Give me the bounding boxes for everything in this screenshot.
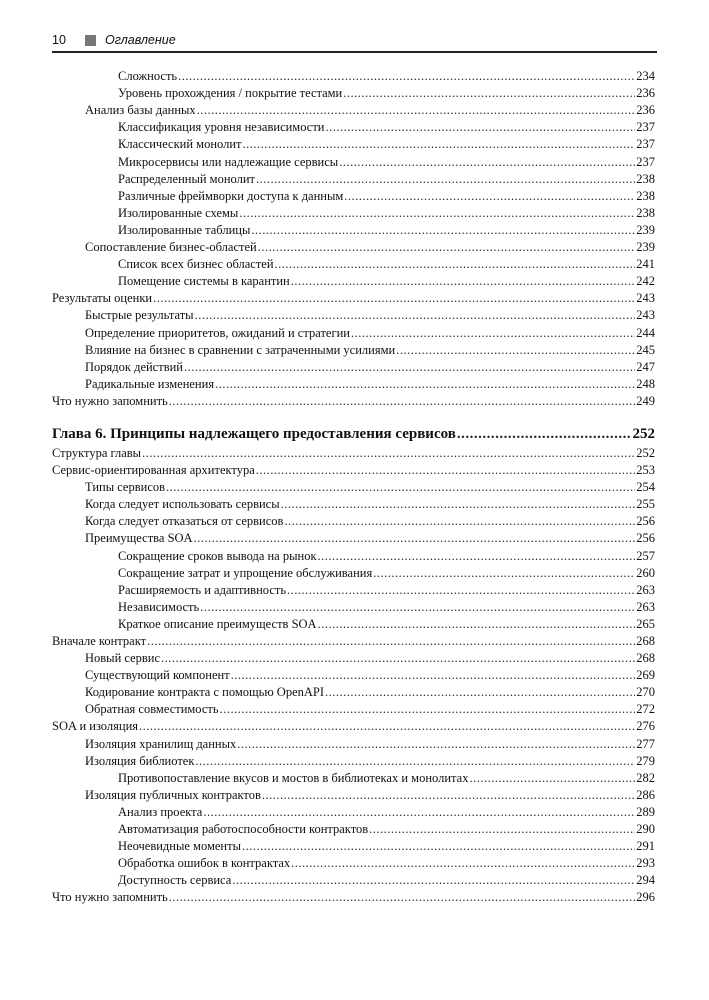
toc-entry-page: 237 bbox=[636, 120, 655, 135]
dot-leader bbox=[256, 463, 635, 478]
toc-entry-title: Противопоставление вкусов и мостов в библиотеках и монолитах bbox=[118, 770, 469, 785]
dot-leader bbox=[343, 86, 635, 101]
toc-entry-page: 237 bbox=[636, 137, 655, 152]
dot-leader bbox=[318, 549, 636, 564]
dot-leader bbox=[325, 685, 635, 700]
toc-entry-title: Сервис-ориентированная архитектура bbox=[52, 463, 255, 478]
dot-leader bbox=[237, 737, 635, 752]
toc-entry-title: Изоляция библиотек bbox=[85, 753, 195, 768]
toc-entry-page: 245 bbox=[636, 342, 655, 357]
toc-entry bbox=[52, 255, 655, 272]
toc-entry-page: 293 bbox=[636, 856, 655, 871]
toc-entry-title: Сокращение сроков вывода на рынок bbox=[118, 548, 317, 563]
dot-leader bbox=[291, 274, 636, 289]
toc-entry-page: 289 bbox=[636, 804, 655, 819]
toc-entry-page: 248 bbox=[636, 376, 655, 391]
toc-entry bbox=[52, 854, 655, 871]
dot-leader bbox=[369, 822, 635, 837]
toc-entry-page: 282 bbox=[636, 770, 655, 785]
toc-entry-title: SOA и изоляция bbox=[52, 719, 139, 734]
toc-entry-title: Краткое описание преимуществ SOA bbox=[118, 616, 317, 631]
toc-entry-page: 238 bbox=[636, 171, 655, 186]
toc-entry bbox=[52, 752, 655, 769]
dot-leader bbox=[275, 257, 636, 272]
toc-entry bbox=[52, 529, 655, 546]
dot-leader bbox=[178, 69, 635, 84]
toc-entry-page: 247 bbox=[636, 359, 655, 374]
toc-entry bbox=[52, 152, 655, 169]
toc-entry-page: 296 bbox=[636, 890, 655, 905]
toc-entry-page: 291 bbox=[636, 839, 655, 854]
toc-entry bbox=[52, 803, 655, 820]
toc-entry-page: 237 bbox=[636, 154, 655, 169]
toc-entry-title: Порядок действий bbox=[85, 359, 183, 374]
toc-entry-title: Классификация уровня независимости bbox=[118, 120, 325, 135]
toc-entry bbox=[52, 221, 655, 238]
dot-leader bbox=[325, 120, 635, 135]
toc-entry bbox=[52, 118, 655, 135]
dot-leader bbox=[344, 189, 635, 204]
toc-entry bbox=[52, 170, 655, 187]
toc-entry-title: Новый сервис bbox=[85, 651, 161, 666]
dot-leader bbox=[142, 446, 635, 461]
table-of-contents bbox=[52, 67, 655, 905]
toc-entry-title: Список всех бизнес областей bbox=[118, 257, 274, 272]
toc-entry-title: Обработка ошибок в контрактах bbox=[118, 856, 291, 871]
toc-entry-title: Анализ базы данных bbox=[85, 103, 196, 118]
toc-entry bbox=[52, 67, 655, 84]
dot-leader bbox=[258, 240, 636, 255]
dot-leader bbox=[195, 308, 636, 323]
toc-entry-title: Классический монолит bbox=[118, 137, 242, 152]
page-header bbox=[52, 31, 657, 53]
toc-entry-page: 279 bbox=[636, 753, 655, 768]
dot-leader bbox=[339, 155, 635, 170]
toc-entry-page: 244 bbox=[636, 325, 655, 340]
dot-leader bbox=[195, 754, 635, 769]
toc-entry-title: Радикальные изменения bbox=[85, 376, 215, 391]
toc-entry-page: 255 bbox=[636, 497, 655, 512]
dot-leader bbox=[291, 856, 635, 871]
toc-entry-title: Анализ проекта bbox=[118, 804, 203, 819]
dot-leader bbox=[251, 223, 635, 238]
toc-entry bbox=[52, 187, 655, 204]
toc-entry bbox=[52, 495, 655, 512]
dot-leader bbox=[203, 805, 635, 820]
toc-entry-title: Изолированные схемы bbox=[118, 205, 239, 220]
toc-entry-page: 268 bbox=[636, 651, 655, 666]
dot-leader bbox=[161, 651, 635, 666]
toc-entry bbox=[52, 632, 655, 649]
toc-entry-title: Результаты оценки bbox=[52, 291, 153, 306]
toc-entry bbox=[52, 478, 655, 495]
toc-entry-page: 265 bbox=[636, 616, 655, 631]
toc-entry-title: Преимущества SOA bbox=[85, 531, 193, 546]
toc-entry-title: Влияние на бизнес в сравнении с затраченными усилиями bbox=[85, 342, 396, 357]
toc-entry bbox=[52, 700, 655, 717]
toc-entry bbox=[52, 444, 655, 461]
toc-entry bbox=[52, 289, 655, 306]
toc-entry-page: 294 bbox=[636, 873, 655, 888]
toc-entry bbox=[52, 84, 655, 101]
toc-entry-title: Кодирование контракта с помощью OpenAPI bbox=[85, 685, 325, 700]
toc-entry bbox=[52, 734, 655, 751]
dot-leader bbox=[153, 291, 635, 306]
toc-entry-page: 260 bbox=[636, 565, 655, 580]
running-title: Оглавление bbox=[105, 33, 176, 47]
toc-entry bbox=[52, 786, 655, 803]
dot-leader bbox=[215, 377, 635, 392]
dot-leader bbox=[351, 326, 635, 341]
toc-entry bbox=[52, 820, 655, 837]
dot-leader bbox=[147, 634, 635, 649]
toc-entry bbox=[52, 306, 655, 323]
toc-entry bbox=[52, 461, 655, 478]
toc-entry-page: 268 bbox=[636, 634, 655, 648]
toc-entry-title: Микросервисы или надлежащие сервисы bbox=[118, 154, 339, 169]
toc-entry-title: Различные фреймворки доступа к данным bbox=[118, 188, 344, 203]
toc-entry-page: 286 bbox=[636, 787, 655, 802]
toc-entry-page: 249 bbox=[636, 393, 655, 408]
toc-entry-title: Независимость bbox=[118, 599, 200, 614]
dot-leader bbox=[239, 206, 635, 221]
toc-entry bbox=[52, 871, 655, 888]
toc-entry bbox=[52, 341, 655, 358]
toc-entry-page: 241 bbox=[636, 257, 655, 272]
toc-entry bbox=[52, 546, 655, 563]
dot-leader bbox=[220, 702, 636, 717]
toc-entry-page: 277 bbox=[636, 736, 655, 751]
toc-entry-page: 253 bbox=[636, 463, 655, 478]
toc-entry-title: Изоляция хранилищ данных bbox=[85, 736, 237, 751]
toc-entry bbox=[52, 666, 655, 683]
dot-leader bbox=[318, 617, 636, 632]
toc-entry bbox=[52, 837, 655, 854]
toc-entry-page: 270 bbox=[636, 685, 655, 700]
dot-leader bbox=[232, 873, 635, 888]
toc-entry bbox=[52, 323, 655, 340]
dot-leader bbox=[284, 514, 635, 529]
dot-leader bbox=[194, 531, 636, 546]
toc-entry bbox=[52, 238, 655, 255]
toc-entry-page: 256 bbox=[636, 531, 655, 546]
toc-entry-title: Когда следует использовать сервисы bbox=[85, 497, 280, 512]
toc-entry-page: 236 bbox=[636, 103, 655, 118]
dot-leader bbox=[169, 890, 636, 905]
toc-entry bbox=[52, 717, 655, 734]
dot-leader bbox=[231, 668, 636, 683]
toc-entry bbox=[52, 769, 655, 786]
toc-chapter-entry bbox=[52, 421, 655, 443]
toc-entry bbox=[52, 272, 655, 289]
toc-entry bbox=[52, 135, 655, 152]
toc-entry-page: 276 bbox=[636, 719, 655, 734]
toc-entry bbox=[52, 598, 655, 615]
dot-leader bbox=[197, 103, 636, 118]
toc-entry-page: 252 bbox=[636, 445, 655, 460]
toc-entry-title: Структура главы bbox=[52, 445, 142, 460]
toc-entry-title: Обратная совместимость bbox=[85, 702, 219, 717]
dot-leader bbox=[166, 480, 635, 495]
toc-entry-title: Сокращение затрат и упрощение обслуживания bbox=[118, 565, 373, 580]
toc-entry-title: Сопоставление бизнес-областей bbox=[85, 240, 257, 255]
toc-entry-page: 243 bbox=[636, 291, 655, 306]
toc-entry-title: Определение приоритетов, ожиданий и стратегии bbox=[85, 325, 350, 340]
toc-entry-page: 254 bbox=[636, 480, 655, 495]
toc-entry bbox=[52, 204, 655, 221]
header-square-icon bbox=[85, 35, 96, 46]
toc-entry bbox=[52, 615, 655, 632]
toc-entry-title: Автоматизация работоспособности контрактов bbox=[118, 822, 369, 837]
toc-entry-page: 263 bbox=[636, 582, 655, 597]
toc-entry-page: 256 bbox=[636, 514, 655, 529]
dot-leader bbox=[243, 137, 636, 152]
toc-entry-title: Расширяемость и адаптивность bbox=[118, 582, 287, 597]
toc-entry-page: 234 bbox=[636, 69, 655, 84]
dot-leader bbox=[262, 788, 635, 803]
dot-leader bbox=[184, 360, 635, 375]
toc-entry-title: Доступность сервиса bbox=[118, 873, 232, 888]
toc-entry-page: 272 bbox=[636, 702, 655, 717]
dot-leader bbox=[457, 425, 632, 443]
toc-entry-title: Глава 6. Принципы надлежащего предоставления сервисов bbox=[52, 425, 456, 442]
page-number: 10 bbox=[52, 33, 66, 47]
toc-entry-page: 242 bbox=[636, 274, 655, 289]
toc-entry-title: Изоляция публичных контрактов bbox=[85, 787, 261, 802]
toc-entry bbox=[52, 392, 655, 409]
toc-entry bbox=[52, 888, 655, 905]
toc-entry-title: Когда следует отказаться от сервисов bbox=[85, 514, 284, 529]
toc-entry-page: 269 bbox=[636, 668, 655, 683]
dot-leader bbox=[200, 600, 635, 615]
toc-entry bbox=[52, 683, 655, 700]
toc-entry bbox=[52, 581, 655, 598]
toc-entry bbox=[52, 512, 655, 529]
dot-leader bbox=[373, 566, 635, 581]
toc-entry-page: 239 bbox=[636, 240, 655, 255]
dot-leader bbox=[242, 839, 635, 854]
toc-entry-title: Распределенный монолит bbox=[118, 171, 255, 186]
toc-entry bbox=[52, 101, 655, 118]
toc-entry bbox=[52, 564, 655, 581]
toc-entry-title: Изолированные таблицы bbox=[118, 222, 251, 237]
dot-leader bbox=[469, 771, 635, 786]
toc-entry-page: 239 bbox=[636, 222, 655, 237]
dot-leader bbox=[281, 497, 636, 512]
toc-entry-page: 236 bbox=[636, 86, 655, 101]
toc-entry-title: Типы сервисов bbox=[85, 480, 166, 495]
toc-entry-title: Вначале контракт bbox=[52, 634, 147, 648]
toc-entry bbox=[52, 649, 655, 666]
toc-entry-title: Существующий компонент bbox=[85, 668, 230, 683]
dot-leader bbox=[287, 583, 635, 598]
toc-entry-title: Помещение системы в карантин bbox=[118, 274, 290, 289]
toc-entry-page: 238 bbox=[636, 188, 655, 203]
toc-entry-title: Уровень прохождения / покрытие тестами bbox=[118, 86, 343, 101]
toc-entry-title: Что нужно запомнить bbox=[52, 393, 168, 408]
toc-entry-page: 263 bbox=[636, 599, 655, 614]
toc-entry-title: Неочевидные моменты bbox=[118, 839, 241, 854]
toc-entry bbox=[52, 375, 655, 392]
toc-entry-title: Сложность bbox=[118, 69, 178, 84]
toc-entry-title: Быстрые результаты bbox=[85, 308, 194, 323]
dot-leader bbox=[396, 343, 635, 358]
toc-entry-page: 252 bbox=[632, 425, 655, 442]
dot-leader bbox=[169, 394, 636, 409]
toc-entry-title: Что нужно запомнить bbox=[52, 890, 168, 905]
toc-entry-page: 238 bbox=[636, 205, 655, 220]
toc-entry-page: 243 bbox=[636, 308, 655, 323]
dot-leader bbox=[139, 719, 635, 734]
toc-entry bbox=[52, 358, 655, 375]
toc-entry-page: 257 bbox=[636, 548, 655, 563]
dot-leader bbox=[256, 172, 635, 187]
toc-entry-page: 290 bbox=[636, 822, 655, 837]
